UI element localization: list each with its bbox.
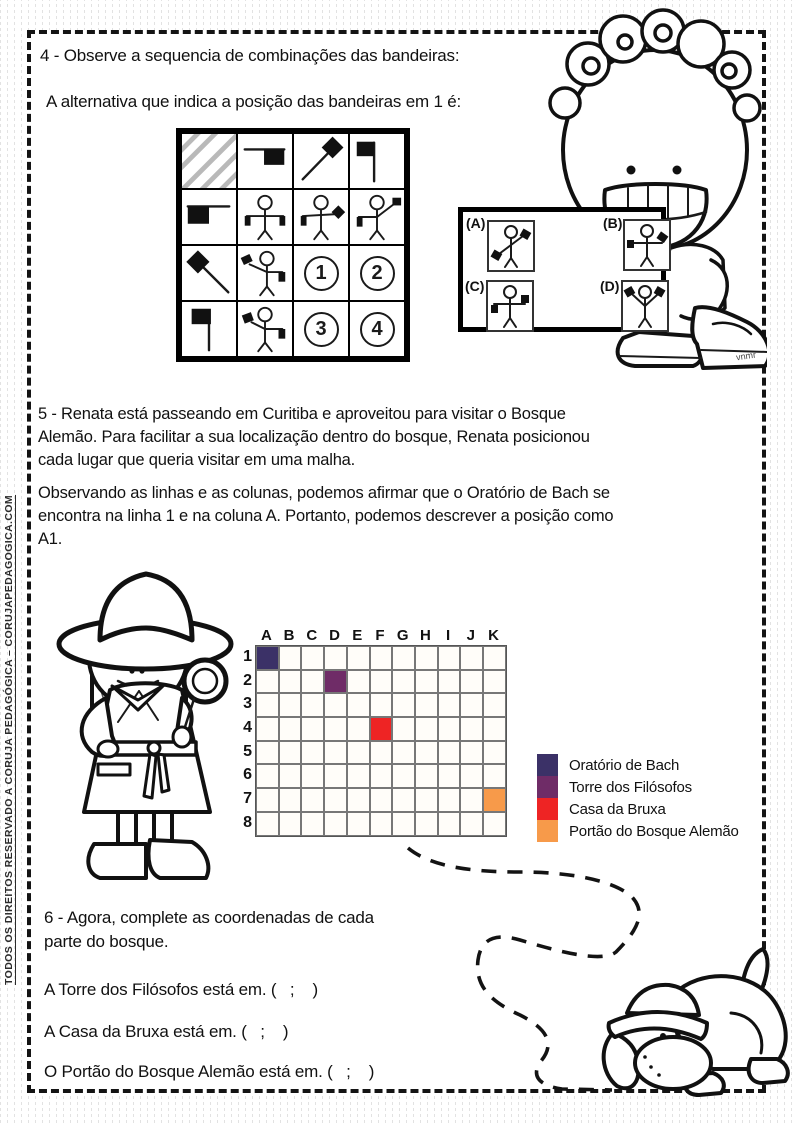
grid-cell-E2 [347,670,370,694]
grid-cell-I2 [438,670,461,694]
legend-swatch-1 [537,776,558,798]
q6-item-casa: A Casa da Bruxa está em. ( ; ) [44,1022,289,1041]
grid-cell-I4 [438,717,461,741]
legend-row-3 [537,820,739,842]
grid-cell-J6 [460,764,483,788]
grid-cell-A8 [256,812,279,836]
grid-cell-C4 [301,717,324,741]
legend-swatch-0 [537,754,558,776]
grid-cell-E6 [347,764,370,788]
grid-col-header-H: H [419,627,431,644]
grid-cell-E8 [347,812,370,836]
grid-cell-A7 [256,788,279,812]
grid-cell-K3 [483,693,506,717]
grid-cell-I5 [438,741,461,765]
grid-cell-E7 [347,788,370,812]
puzzle-cell-figure-arm-raised [349,189,405,245]
option-c-figure-icon [488,282,532,330]
grid-cells [255,645,507,837]
option-a-box [487,220,535,272]
grid-row-header-2: 2 [243,671,252,689]
grid-cell-D4 [324,717,347,741]
legend-row-1 [537,776,739,798]
diagonal-flag-icon [294,134,348,188]
q6-item-portao: O Portão do Bosque Alemão está em. ( ; ) [44,1062,375,1081]
option-b-figure-icon [625,221,669,269]
grid-cell-C8 [301,812,324,836]
grid-cell-K1 [483,646,506,670]
grid-cell-B3 [279,693,302,717]
grid-cell-B5 [279,741,302,765]
grid-cell-K2 [483,670,506,694]
grid-cell-I3 [438,693,461,717]
q4-title: 4 - Observe a sequencia de combinações das bandeiras: [40,46,460,65]
q5-line-3: cada lugar que queria visitar em uma malha. [38,450,356,469]
grid-cell-H6 [415,764,438,788]
circled-number-1: 1 [304,256,339,291]
stick-figure-icon [294,190,348,244]
grid-cell-G3 [392,693,415,717]
grid-row-header-7: 7 [243,790,252,808]
puzzle-cell-position-4 [349,301,405,357]
grid-cell-C3 [301,693,324,717]
puzzle-cell-figure-upper-left-flag [237,301,293,357]
grid-cell-K8 [483,812,506,836]
grid-col-header-K: K [488,627,499,644]
grid-cell-F6 [370,764,393,788]
grid-cell-B7 [279,788,302,812]
coordinate-grid [238,626,507,837]
legend-label-0: Oratório de Bach [569,756,680,774]
stick-figure-icon [238,302,292,356]
option-a-label: (A) [466,215,486,231]
grid-cell-F4 [370,717,393,741]
option-d-box [621,280,669,332]
puzzle-cell-figure-arms-horizontal [237,189,293,245]
answer-options-board [458,207,666,332]
grid-cell-G2 [392,670,415,694]
vertical-flag-icon [350,134,404,188]
grid-cell-B1 [279,646,302,670]
copyright-vertical-text: TODOS OS DIREITOS RESERVADO A CORUJA PEDAGÓGICA – CORUJAPEDAGOGICA.COM [3,494,15,985]
grid-cell-I8 [438,812,461,836]
grid-row-header-5: 5 [243,742,252,760]
grid-cell-K6 [483,764,506,788]
detective-girl-clipart [42,560,257,895]
grid-row-header-6: 6 [243,766,252,784]
grid-cell-A4 [256,717,279,741]
puzzle-cell-position-3 [293,301,349,357]
artist-signature: vnmr [735,349,757,363]
puzzle-cell-flag-right [237,133,293,189]
legend-label-1: Torre dos Filósofos [569,778,692,796]
puzzle-cell-figure-right-diamond [293,189,349,245]
grid-cell-F5 [370,741,393,765]
legend-label-2: Casa da Bruxa [569,800,666,818]
q6-title-line-2: parte do bosque. [44,932,169,951]
grid-cell-G4 [392,717,415,741]
puzzle-cell-figure-flag-up-left [237,245,293,301]
grid-cell-J3 [460,693,483,717]
puzzle-cell-hatched [181,133,237,189]
q4-subtitle: A alternativa que indica a posição das bandeiras em 1 é: [46,92,462,111]
grid-cell-F2 [370,670,393,694]
grid-cell-A5 [256,741,279,765]
legend-label-3: Portão do Bosque Alemão [569,822,739,840]
legend-row-0 [537,754,739,776]
grid-cell-E5 [347,741,370,765]
grid-cell-C6 [301,764,324,788]
grid-cell-F3 [370,693,393,717]
grid-cell-C5 [301,741,324,765]
grid-column-headers [255,626,507,645]
puzzle-cell-diamond-flag-down [181,245,237,301]
grid-cell-E4 [347,717,370,741]
grid-cell-D1 [324,646,347,670]
option-a-figure-icon [489,222,533,270]
option-b-label: (B) [603,215,623,231]
grid-col-header-J: J [466,627,475,644]
q5-line-6: A1. [38,529,63,548]
grid-row-header-1: 1 [243,648,252,665]
grid-col-header-G: G [396,627,409,644]
grid-cell-D3 [324,693,347,717]
option-b-box [623,219,671,271]
grid-cell-H2 [415,670,438,694]
q6-title [44,906,464,954]
option-c-box [486,280,534,332]
puzzle-cell-flag-square-pole-down [181,301,237,357]
grid-cell-G6 [392,764,415,788]
grid-cell-I7 [438,788,461,812]
grid-cell-A1 [256,646,279,670]
grid-cell-J7 [460,788,483,812]
grid-cell-H3 [415,693,438,717]
grid-cell-J1 [460,646,483,670]
stick-figure-icon [350,190,404,244]
q6-title-line-1: 6 - Agora, complete as coordenadas de cada [44,908,374,927]
grid-col-header-D: D [329,627,340,644]
grid-cell-F1 [370,646,393,670]
grid-row-header-8: 8 [243,813,252,831]
grid-cell-H7 [415,788,438,812]
puzzle-cell-position-1 [293,245,349,301]
grid-col-header-I: I [446,627,451,644]
grid-cell-K4 [483,717,506,741]
puzzle-cell-flag-top [349,133,405,189]
grid-cell-F8 [370,812,393,836]
flag-sequence-puzzle-grid [176,128,410,362]
grid-row-header-4: 4 [243,719,252,737]
q5-paragraph-1 [38,402,766,471]
q5-line-5: encontra na linha 1 e na coluna A. Portanto, podemos descrever a posição como [38,506,614,525]
grid-cell-C1 [301,646,324,670]
grid-cell-E3 [347,693,370,717]
grid-cell-J5 [460,741,483,765]
grid-cell-G7 [392,788,415,812]
stick-figure-icon [238,190,292,244]
grid-cell-C7 [301,788,324,812]
grid-cell-E1 [347,646,370,670]
grid-cell-D8 [324,812,347,836]
grid-row-header-3: 3 [243,695,252,713]
grid-cell-F7 [370,788,393,812]
grid-cell-G1 [392,646,415,670]
grid-cell-B2 [279,670,302,694]
grid-col-header-E: E [352,627,363,644]
grid-cell-G5 [392,741,415,765]
circled-number-3: 3 [304,312,339,347]
q5-line-2: Alemão. Para facilitar a sua localização dentro do bosque, Renata posicionou [38,427,590,446]
grid-col-header-C: C [306,627,318,644]
map-legend [537,754,739,842]
grid-cell-J8 [460,812,483,836]
circled-number-2: 2 [360,256,395,291]
grid-cell-K7 [483,788,506,812]
grid-col-header-A: A [260,627,272,644]
stick-figure-icon [238,246,292,300]
grid-cell-I1 [438,646,461,670]
legend-swatch-2 [537,798,558,820]
grid-cell-K5 [483,741,506,765]
grid-cell-A6 [256,764,279,788]
vertical-flag-icon [182,302,236,356]
grid-cell-J2 [460,670,483,694]
grid-cell-D2 [324,670,347,694]
grid-row-numbers [238,645,252,837]
puzzle-cell-position-2 [349,245,405,301]
option-c-label: (C) [465,278,485,294]
grid-col-header-B: B [283,627,295,644]
puzzle-cell-flag-diagonal [293,133,349,189]
q5-line-1: 5 - Renata está passeando em Curitiba e aproveitou para visitar o Bosque [38,404,566,423]
legend-row-2 [537,798,739,820]
grid-cell-G8 [392,812,415,836]
grid-cell-D6 [324,764,347,788]
hatch-pattern-icon [182,134,236,188]
circled-number-4: 4 [360,312,395,347]
grid-cell-C2 [301,670,324,694]
grid-cell-H5 [415,741,438,765]
q5-line-4: Observando as linhas e as colunas, podemos afirmar que o Oratório de Bach se [38,483,610,502]
puzzle-cell-flag-left-square [181,189,237,245]
flag-icon [238,134,292,188]
grid-cell-B8 [279,812,302,836]
grid-cell-B6 [279,764,302,788]
horizontal-flag-icon [182,190,236,244]
detective-dog-clipart [593,943,794,1100]
diagonal-flag-icon [182,246,236,300]
grid-cell-I6 [438,764,461,788]
legend-swatch-3 [537,820,558,842]
grid-cell-J4 [460,717,483,741]
grid-cell-D5 [324,741,347,765]
grid-col-header-F: F [375,627,385,644]
grid-cell-A3 [256,693,279,717]
grid-cell-A2 [256,670,279,694]
grid-cell-D7 [324,788,347,812]
option-d-figure-icon [623,282,667,330]
option-d-label: (D) [600,278,620,294]
grid-cell-H8 [415,812,438,836]
q5-paragraph-2 [38,481,766,550]
q6-item-torre: A Torre dos Filósofos está em. ( ; ) [44,980,318,999]
grid-cell-H1 [415,646,438,670]
grid-cell-B4 [279,717,302,741]
grid-cell-H4 [415,717,438,741]
